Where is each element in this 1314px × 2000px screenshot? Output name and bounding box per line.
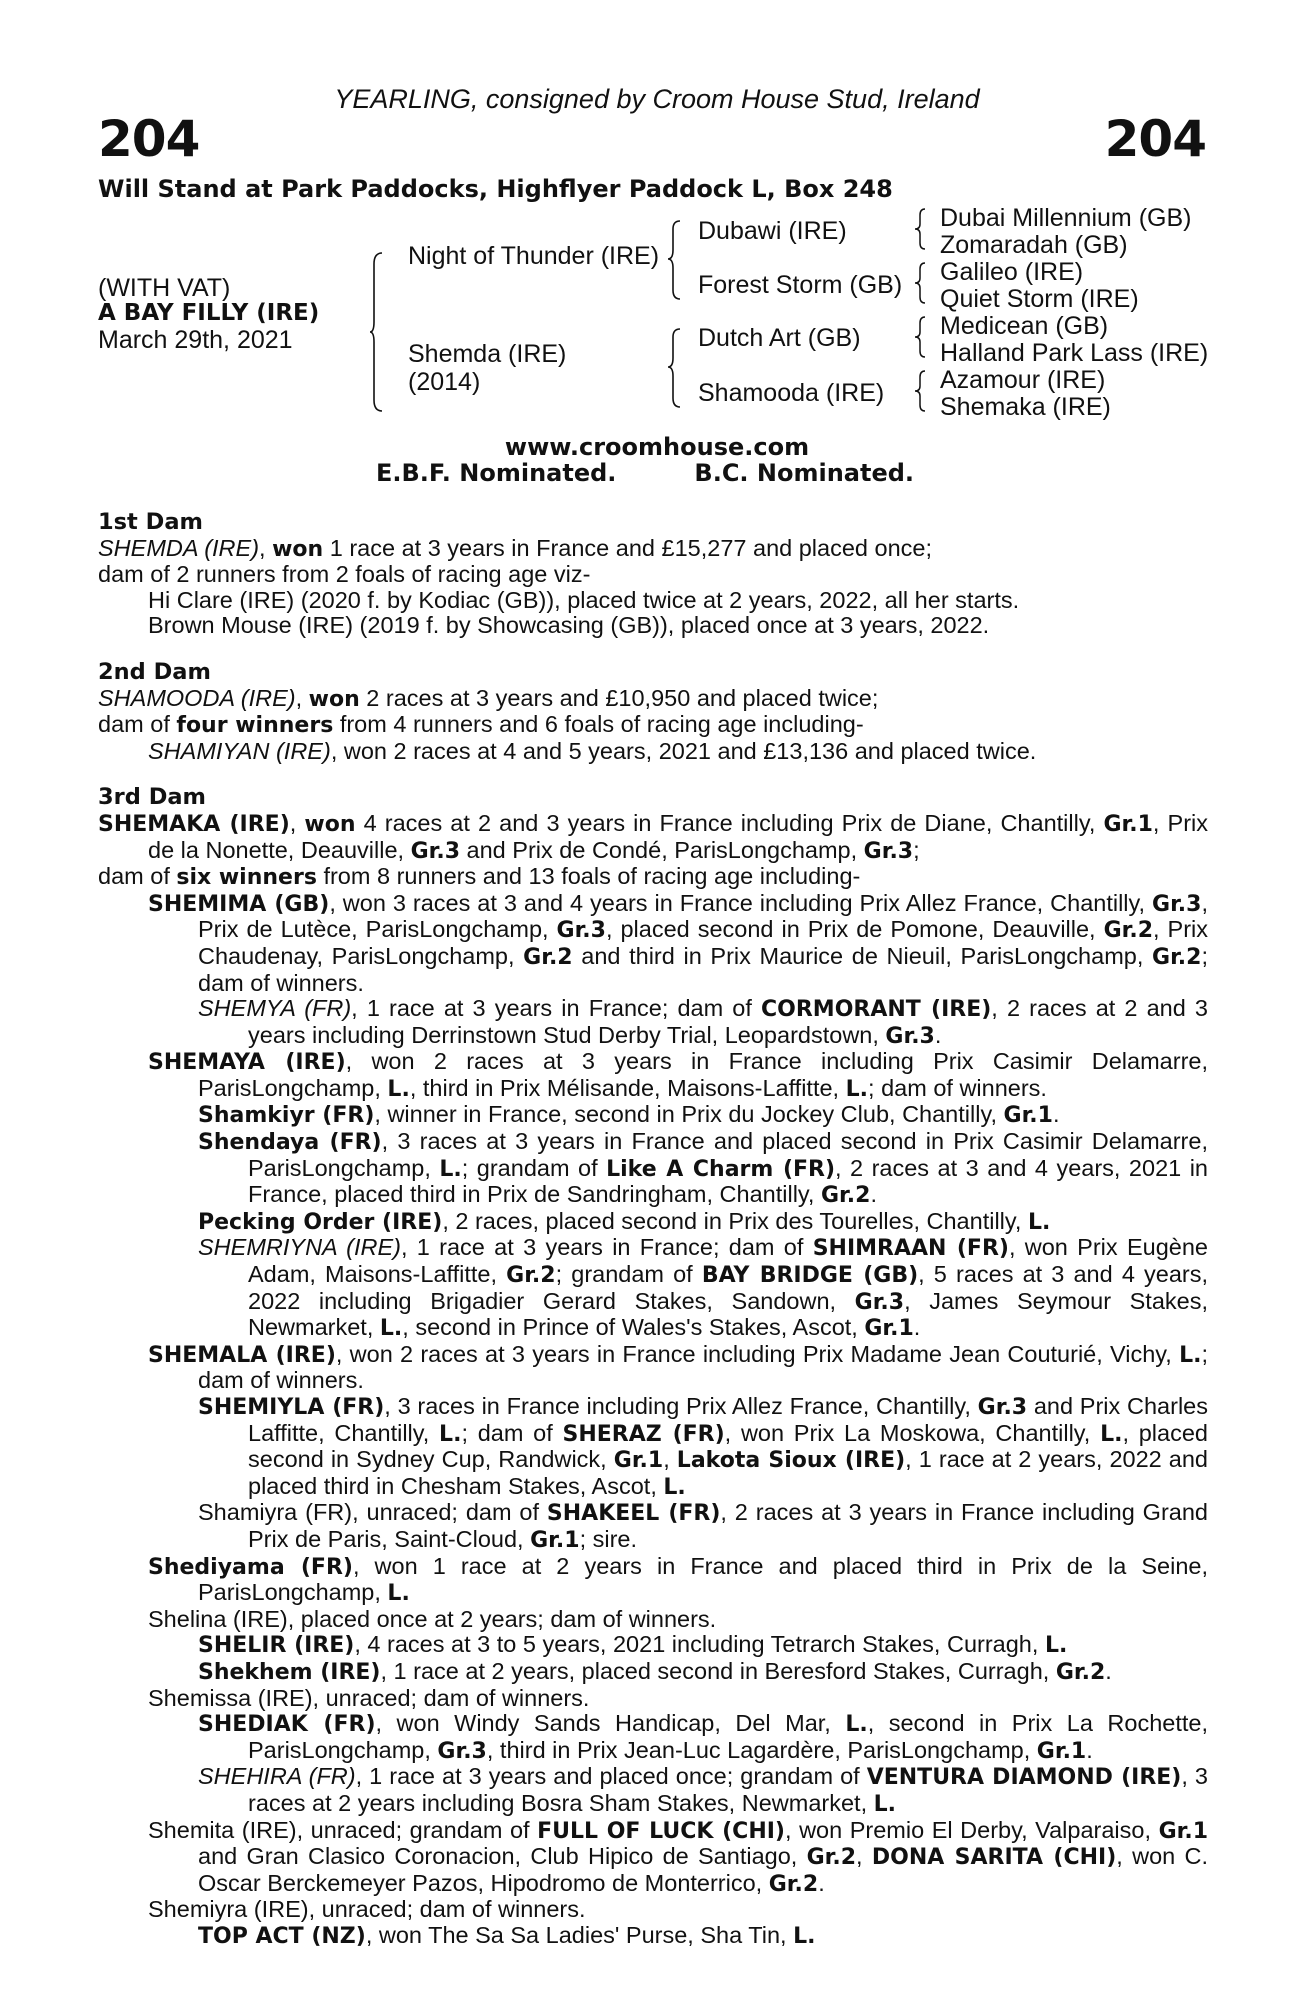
entry-text: , 1 race at 2 years, 2022 and placed third in Chesham Stakes, Ascot, <box>248 1446 1209 1499</box>
entry-text: L. <box>663 1474 686 1500</box>
entry-text: 4 races at 2 and 3 years in France including Prix de Diane, Chantilly, <box>355 809 1104 836</box>
entry-text: L. <box>439 1156 462 1182</box>
family-entry <box>98 536 1208 563</box>
bracket-g1 <box>915 208 927 250</box>
entry-text: dam of <box>98 711 177 738</box>
entry-text: , won C. Oscar Berckemeyer Pazos, Hipodromo de Monterrico, <box>198 1843 1208 1896</box>
entry-text: Gr.1 <box>613 1448 664 1474</box>
entry-text: L. <box>1100 1421 1123 1447</box>
entry-text: SHEMAKA (IRE) <box>98 811 290 837</box>
lot-number-right: 204 <box>1104 110 1206 168</box>
entry-text: , Prix Chaudenay, ParisLongchamp, <box>198 916 1208 969</box>
entry-text: . <box>1086 1736 1093 1763</box>
entry-text: Shemissa (IRE), unraced; dam of winners. <box>148 1684 590 1711</box>
entry-text: , 1 race at 2 years, placed second in Beresford Stakes, Curragh, <box>380 1657 1056 1684</box>
section-heading: 1st Dam <box>98 509 203 535</box>
entry-text: SHEMALA (IRE) <box>148 1342 336 1368</box>
entry-text: 2 races at 3 years and £10,950 and placed twice; <box>359 684 879 711</box>
entry-text: Gr.3 <box>410 838 461 864</box>
family-entry <box>98 1659 1208 1686</box>
entry-text: , <box>259 534 273 561</box>
entry-text: , Prix de la Nonette, Deauville, <box>148 809 1208 863</box>
entry-text: Brown Mouse (IRE) (2019 f. by Showcasing (GB)), placed once at 3 years, 2022. <box>148 612 990 639</box>
entry-text: , <box>295 684 309 711</box>
entry-text: L. <box>845 1712 868 1738</box>
family-entry <box>98 613 1208 639</box>
dam: Shemda (IRE) <box>408 340 567 368</box>
consignor-line: YEARLING, consigned by Croom House Stud, Ireland <box>334 84 980 114</box>
entry-text: , placed second in Prix de Pomone, Deauville, <box>605 916 1104 943</box>
family-entry <box>98 1235 1208 1341</box>
dam-year: (2014) <box>408 368 481 396</box>
entry-text: , second in Prix La Rochette, ParisLongchamp, <box>248 1710 1208 1763</box>
entry-text: , 5 races at 3 and 4 years, 2022 including Brigadier Gerard Stakes, Sandown, <box>248 1261 1209 1314</box>
family-entry <box>98 1554 1208 1607</box>
family-entry <box>98 588 1208 614</box>
family-entry <box>98 1923 1208 1950</box>
entry-text: Gr.3 <box>977 1395 1028 1420</box>
entry-text: ; dam of winners. <box>868 1074 1047 1101</box>
entry-text: VENTURA DIAMOND (IRE) <box>866 1765 1182 1791</box>
entry-text: six winners <box>176 865 317 891</box>
entry-text: SHEMIYLA (FR) <box>198 1395 385 1420</box>
entry-text: , won Windy Sands Handicap, Del Mar, <box>375 1710 846 1737</box>
entry-text: , 3 races at 2 years including Bosra Sham Stakes, Newmarket, <box>248 1763 1208 1816</box>
entry-text: SHEDIAK (FR) <box>198 1712 376 1738</box>
entry-text: Gr.3 <box>1152 891 1202 917</box>
entry-text: , won 2 races at 3 years in France including Prix Madame Jean Couturié, Vichy, <box>335 1340 1180 1367</box>
entry-text: , won The Sa Sa Ladies' Purse, Sha Tin, <box>365 1921 794 1948</box>
entry-text: SHAKEEL (FR) <box>546 1501 721 1527</box>
entry-text: , <box>663 1446 677 1473</box>
entry-text: L. <box>1044 1633 1068 1659</box>
family-entry <box>98 1764 1208 1817</box>
entry-text: won <box>272 536 324 562</box>
entry-text: and third in Prix Maurice de Nieuil, ParisLongchamp, <box>572 942 1153 969</box>
bracket-g2 <box>915 262 927 304</box>
entry-text: Gr.2 <box>1152 944 1202 970</box>
family-entry <box>98 1500 1208 1553</box>
entry-text: L. <box>845 1076 869 1102</box>
family-entry <box>98 1102 1208 1129</box>
entry-text: , 2 races at 3 years in France including Grand Prix de Paris, Saint-Cloud, <box>248 1499 1208 1552</box>
section-heading: 3rd Dam <box>98 784 206 811</box>
bracket-g3 <box>915 316 927 358</box>
entry-text: Pecking Order (IRE) <box>198 1209 443 1235</box>
entry-text: Hi Clare (IRE) (2020 f. by Kodiac (GB)), placed twice at 2 years, 2022, all her starts. <box>148 586 1020 613</box>
entry-text: Gr.1 <box>1103 811 1153 837</box>
ancestor-5: Medicean (GB) <box>940 312 1109 340</box>
entry-text: . <box>870 1181 877 1208</box>
entry-text: SHEHIRA (FR) <box>198 1763 356 1790</box>
ancestor-7: Azamour (IRE) <box>940 366 1106 394</box>
entry-text: Shamiyra (FR), unraced; dam of <box>198 1499 547 1526</box>
entry-text: SHAMIYAN (IRE) <box>148 737 331 764</box>
entry-text: , second in Prince of Wales's Stakes, Ascot, <box>402 1314 865 1341</box>
nominations <box>376 459 914 487</box>
entry-text: dam of <box>98 863 177 890</box>
entry-text: , won 1 race at 2 years in France and placed third in Prix de la Seine, ParisLongchamp, <box>198 1552 1208 1606</box>
sire: Night of Thunder (IRE) <box>408 242 660 270</box>
entry-text: , James Seymour Stakes, Newmarket, <box>248 1287 1208 1341</box>
bracket-sire-line <box>668 220 682 300</box>
entry-text: Like A Charm (FR) <box>606 1156 836 1182</box>
entry-text: SHEMDA (IRE) <box>98 534 260 561</box>
entry-text: . <box>913 1314 921 1341</box>
family-entry <box>98 864 1208 891</box>
entry-text: , <box>856 1843 872 1870</box>
entry-text: DONA SARITA (CHI) <box>871 1845 1117 1871</box>
entry-text: L. <box>873 1791 897 1817</box>
entry-text: Shekhem (IRE) <box>198 1659 381 1685</box>
family-entry <box>98 996 1208 1049</box>
entry-text: , 3 races in France including Prix Allez France, Chantilly, <box>384 1393 978 1419</box>
family-entry <box>98 1129 1208 1209</box>
ancestor-2: Zomaradah (GB) <box>940 231 1128 259</box>
entry-text: SHIMRAAN (FR) <box>812 1236 1009 1262</box>
sire-sire: Dubawi (IRE) <box>698 217 847 245</box>
entry-text: L. <box>1027 1209 1051 1235</box>
entry-text: TOP ACT (NZ) <box>198 1923 366 1949</box>
entry-text: Gr.1 <box>1158 1818 1208 1844</box>
entry-text: , <box>289 809 305 836</box>
vat-note: (WITH VAT) <box>98 274 231 302</box>
entry-text: SHEMIMA (GB) <box>148 891 330 917</box>
entry-text: Shelina (IRE), placed once at 2 years; dam of winners. <box>148 1605 717 1632</box>
entry-text: Gr.3 <box>885 1023 935 1049</box>
entry-text: SHEMRIYNA (IRE) <box>198 1234 401 1261</box>
entry-text: , winner in France, second in Prix du Jockey Club, Chantilly, <box>374 1101 1004 1128</box>
family-entry <box>98 1897 1208 1923</box>
entry-text: Gr.3 <box>437 1738 487 1764</box>
ancestor-6: Halland Park Lass (IRE) <box>940 339 1209 367</box>
family-entry <box>98 1818 1208 1898</box>
section-heading: 2nd Dam <box>98 658 211 685</box>
ancestor-3: Galileo (IRE) <box>940 258 1084 286</box>
entry-text: L. <box>439 1421 462 1447</box>
bracket-g4 <box>915 370 927 412</box>
entry-text: L. <box>387 1076 410 1102</box>
entry-text: Shendaya (FR) <box>198 1130 382 1156</box>
entry-text: , won Prix Eugène Adam, Maisons-Laffitte, <box>248 1234 1208 1288</box>
entry-text: ; dam of <box>461 1419 563 1446</box>
entry-text: ; dam of winners. <box>198 942 1208 996</box>
family-entry <box>98 712 1208 739</box>
family-entry <box>98 1049 1208 1102</box>
family-entry <box>98 739 1208 765</box>
ancestor-1: Dubai Millennium (GB) <box>940 204 1192 232</box>
entry-text: SHELIR (IRE) <box>198 1633 355 1659</box>
entry-text: L. <box>1179 1342 1202 1368</box>
entry-text: won <box>308 686 360 712</box>
entry-text: . <box>934 1021 942 1048</box>
entry-text: Shediyama (FR) <box>148 1554 353 1580</box>
stand-location: Will Stand at Park Paddocks, Highflyer Paddock L, Box 248 <box>98 175 893 203</box>
entry-text: . <box>818 1869 825 1896</box>
foaling-date: March 29th, 2021 <box>98 326 293 354</box>
entry-text: Gr.1 <box>530 1527 580 1553</box>
bracket-dam-line <box>668 328 682 408</box>
entry-text: Gr.2 <box>1103 918 1153 944</box>
entry-text: , 2 races at 2 and 3 years including Derrinstown Stud Derby Trial, Leopardstown, <box>248 995 1208 1048</box>
entry-text: , won 3 races at 3 and 4 years in France including Prix Allez France, Chantilly, <box>329 889 1153 916</box>
ancestor-4: Quiet Storm (IRE) <box>940 285 1139 313</box>
family-entry <box>98 1711 1208 1764</box>
ancestor-8: Shemaka (IRE) <box>940 393 1111 421</box>
dam-dam: Shamooda (IRE) <box>698 379 885 407</box>
entry-text: Shamkiyr (FR) <box>198 1103 375 1129</box>
entry-text: , third in Prix Mélisande, Maisons-Laffitte, <box>409 1074 846 1101</box>
pedigree-table <box>0 200 1314 430</box>
entry-text: , Prix de Lutèce, ParisLongchamp, <box>198 889 1208 943</box>
entry-text: Gr.1 <box>1036 1738 1087 1764</box>
family-entry <box>98 1686 1208 1712</box>
family-entry <box>98 1607 1208 1633</box>
dam-sire: Dutch Art (GB) <box>698 324 861 352</box>
entry-text: ; grandam of <box>461 1154 607 1181</box>
entry-text: L. <box>793 1923 816 1949</box>
entry-text: L. <box>379 1316 403 1342</box>
entry-text: , won 2 races at 4 and 5 years, 2021 and £13,136 and placed twice. <box>330 737 1037 764</box>
entry-text: Gr.2 <box>806 1845 857 1871</box>
entry-text: , 2 races, placed second in Prix des Tourelles, Chantilly, <box>442 1207 1028 1234</box>
entry-text: and Gran Clasico Coronacion, Club Hipico de Santiago, <box>198 1843 807 1870</box>
family-entry <box>98 1394 1208 1500</box>
entry-text: , 1 race at 3 years and placed once; grandam of <box>355 1763 867 1790</box>
entry-text: ; grandam of <box>555 1261 702 1288</box>
entry-text: dam of 2 runners from 2 foals of racing age viz- <box>98 561 591 588</box>
bracket-parents <box>370 252 384 412</box>
entry-text: , 1 race at 3 years in France; dam of <box>351 995 762 1022</box>
entry-text: , won Premio El Derby, Valparaiso, <box>784 1816 1159 1843</box>
entry-text: ; <box>913 836 920 863</box>
entry-text: Lakota Sioux (IRE) <box>676 1448 906 1474</box>
entry-text: Gr.1 <box>1003 1103 1053 1129</box>
entry-text: . <box>1105 1657 1112 1684</box>
entry-text: , won 2 races at 3 years in France including Prix Casimir Delamarre, ParisLongchamp, <box>198 1048 1208 1101</box>
entry-text: FULL OF LUCK (CHI) <box>537 1818 785 1844</box>
entry-text: SHEMAYA (IRE) <box>148 1050 346 1076</box>
entry-text: from 4 runners and 6 foals of racing age including- <box>333 711 864 738</box>
entry-text: Shemita (IRE), unraced; grandam of <box>148 1816 538 1843</box>
entry-text: Gr.2 <box>768 1871 819 1897</box>
entry-text: four winners <box>176 713 334 739</box>
entry-text: SHAMOODA (IRE) <box>98 684 296 711</box>
family-entry <box>98 1342 1208 1394</box>
entry-text: Gr.3 <box>863 838 914 864</box>
entry-text: Gr.2 <box>1055 1659 1106 1685</box>
entry-text: , placed second in Sydney Cup, Randwick, <box>248 1419 1208 1473</box>
entry-text: Gr.1 <box>864 1316 914 1342</box>
entry-text: Gr.3 <box>854 1289 905 1315</box>
entry-text: , 3 races at 3 years in France and placed second in Prix Casimir Delamarre, ParisLongchamp, <box>248 1128 1208 1181</box>
entry-text: SHEMYA (FR) <box>198 995 352 1022</box>
family-entry <box>98 562 1208 588</box>
ebf-nomination: E.B.F. Nominated. <box>376 459 617 487</box>
entry-text: , 2 races at 3 and 4 years, 2021 in France, placed third in Prix de Sandringham, Chantilly, <box>248 1154 1208 1208</box>
entry-text: , 1 race at 3 years in France; dam of <box>400 1234 813 1261</box>
bc-nomination: B.C. Nominated. <box>694 459 915 487</box>
entry-text: Shemiyra (IRE), unraced; dam of winners. <box>148 1896 586 1923</box>
horse-name: A BAY FILLY (IRE) <box>98 300 320 326</box>
entry-text: , third in Prix Jean-Luc Lagardère, ParisLongchamp, <box>486 1736 1037 1763</box>
family-entry <box>98 891 1208 996</box>
family-entry <box>98 811 1208 864</box>
family-entry <box>98 1209 1208 1236</box>
entry-text: , 4 races at 3 to 5 years, 2021 including Tetrarch Stakes, Curragh, <box>354 1631 1045 1658</box>
family-entry <box>98 686 1208 713</box>
entry-text: BAY BRIDGE (GB) <box>701 1263 919 1289</box>
entry-text: CORMORANT (IRE) <box>761 997 992 1023</box>
entry-text: SHERAZ (FR) <box>562 1421 725 1447</box>
entry-text: won <box>304 811 356 837</box>
family-notes <box>98 510 1208 1949</box>
entry-text: Gr.2 <box>821 1183 871 1209</box>
entry-text: , won Prix La Moskowa, Chantilly, <box>724 1419 1101 1446</box>
entry-text: and Prix de Condé, ParisLongchamp, <box>460 836 864 863</box>
website: www.croomhouse.com <box>504 433 810 461</box>
entry-text: . <box>1052 1101 1060 1128</box>
sire-dam: Forest Storm (GB) <box>698 271 903 299</box>
lot-number-left: 204 <box>98 110 200 168</box>
entry-text: L. <box>387 1581 410 1607</box>
entry-text: from 8 runners and 13 foals of racing age including- <box>316 863 861 890</box>
entry-text: 1 race at 3 years in France and £15,277 and placed once; <box>323 534 932 561</box>
family-entry <box>98 1632 1208 1659</box>
entry-text: Gr.3 <box>556 918 606 944</box>
entry-text: Gr.2 <box>523 944 573 970</box>
entry-text: and Prix Charles Laffitte, Chantilly, <box>248 1393 1208 1446</box>
entry-text: Gr.2 <box>506 1263 556 1289</box>
entry-text: ; sire. <box>579 1525 638 1552</box>
entry-text: ; dam of winners. <box>198 1340 1208 1394</box>
